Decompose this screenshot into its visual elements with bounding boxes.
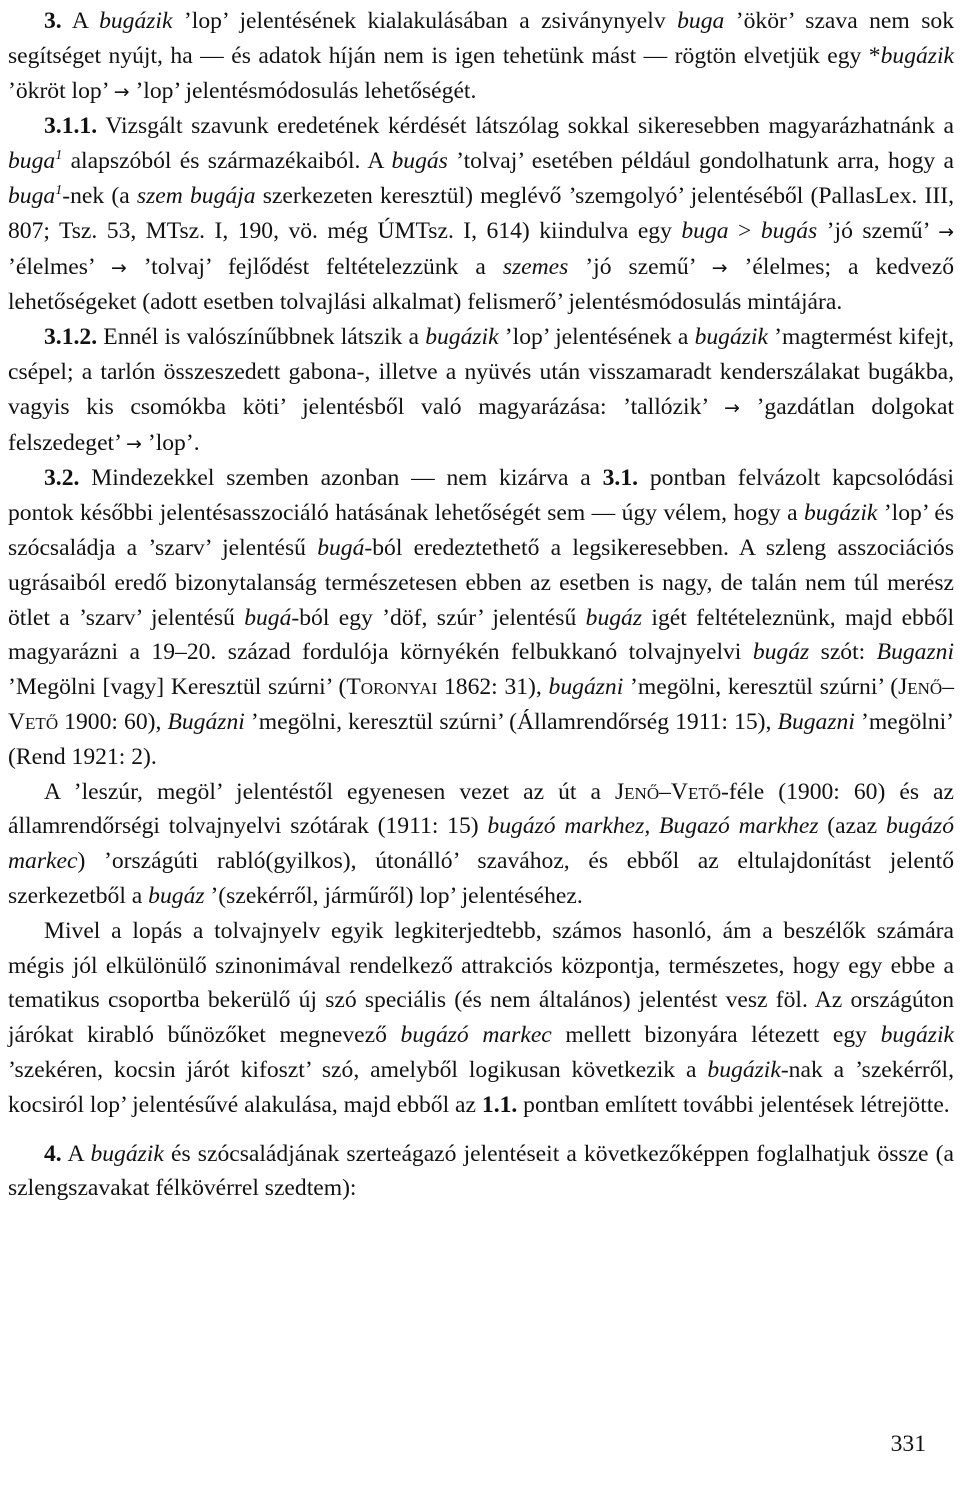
page-number: 331 <box>890 1431 926 1457</box>
paragraph-section-4: 4. A bugázik és szócsaládjának szerteágazó jelentéseit a következőképpen foglalhatjuk össze (a szlengszavakat félkövérrel szedtem): <box>8 1140 954 1202</box>
paragraph-lopas: Mivel a lopás a tolvajnyelv egyik legkiterjedtebb, számos hasonló, ám a beszélők számára mégis jól elkülönülő szinonimával rendelkező attrakciós központja, természetes, hogy egy ebbe a tematikus csoportba bekerülő új szó speciális (és nem általános) jelentést vesz föl. Az országúton járókat kirabló bűnözőket megnevező bugázó markec mellett bizonyára létezett egy bugázik ’szekéren, kocsin járót kifoszt’ szó, amelyből logikusan következik a bugázik-nak a ’szekérről, kocsiról lop’ jelentésűvé alakulása, majd ebből az 1.1. pontban említett további jelentések létrejötte. <box>8 917 955 1118</box>
paragraph-section-3-1-2: 3.1.2. Ennél is valószínűbbnek látszik a bugázik ’lop’ jelentésének a bugázik ’magtermést kifejt, csépel; a tarlón összeszedett gabona-, illetve a nyüvés után visszamaradt kenderszálakat bugákba, vagyis kis csomókba köti’ jelentésből való magyarázása: ’tallózik’ → ’gazdátlan dolgokat felszedeget’ → ’lop’. <box>8 324 954 456</box>
document-page <box>8 4 954 1206</box>
paragraph-leszur: A ’leszúr, megöl’ jelentéstől egyenesen vezet az út a Jenő–Vető-féle (1900: 60) és az államrendőrségi tolvajnyelvi szótárak (1911: 15) bugázó markhez, Bugazó markhez (azaz bugázó markec) ’országúti rabló(gyilkos), útonálló’ szavához, és ebből az eltulajdonítást jelentő szerkezetből a bugáz ’(szekérről, járműről) lop’ jelentéséhez. <box>8 778 955 909</box>
paragraph-section-3-2: 3.2. Mindezekkel szemben azonban — nem kizárva a 3.1. pontban felvázolt kapcsolódási pontok későbbi jelentésasszociáló hatásának lehetőségét sem — úgy vélem, hogy a bugázik ’lop’ és szócsaládja a ’szarv’ jelentésű bugá-ból eredeztethető a legsikeresebben. A szleng asszociációs ugrásaiból eredő bizonytalanság természetesen ebben az esetben is nagy, de talán nem túl merész ötlet a ’szarv’ jelentésű bugá-ból egy ’döf, szúr’ jelentésű bugáz igét feltételeznünk, majd ebből magyarázni a 19–20. század fordulója környékén felbukkanó tolvajnyelvi bugáz szót: Bugazni ’Megölni [vagy] Keresztül szúrni’ (Toronyai 1862: 31), bugázni ’megölni, keresztül szúrni’ (Jenő–Vető 1900: 60), Bugázni ’megölni, keresztül szúrni’ (Államrendőrség 1911: 15), Bugazni ’megölni’ (Rend 1921: 2). <box>8 465 955 770</box>
paragraph-section-3: 3. A bugázik ’lop’ jelentésének kialakulásában a zsiványnyelv buga ’ökör’ szava nem sok segítséget nyújt, ha — és adatok híján nem is igen tehetünk mást — rögtön elvetjük egy *bugázik ’ökröt lop’ → ’lop’ jelentésmódosulás lehetőségét. <box>8 8 954 104</box>
paragraph-section-3-1-1: 3.1.1. Vizsgált szavunk eredetének kérdését látszólag sokkal sikeresebben magyarázhatnánk a buga$^1$ alapszóból és származékaiból. A bugás ’tolvaj’ esetében például gondolhatunk arra, hogy a buga$^1$-nek (a szem bugája szerkezeten keresztül) meglévő ’szemgolyó’ jelentéséből (PallasLex. III, 807; Tsz. 53, MTsz. I, 190, vö. még ÚMTsz. I, 614) kiindulva egy buga > bugás ’jó szemű’ → ’élelmes’ → ’tolvaj’ fejlődést feltételezzünk a szemes ’jó szemű’ → ’élelmes; a kedvező lehetőségeket (adott esetben tolvajlási alkalmat) felismerő’ jelentésmódosulás mintájára. <box>8 113 955 316</box>
